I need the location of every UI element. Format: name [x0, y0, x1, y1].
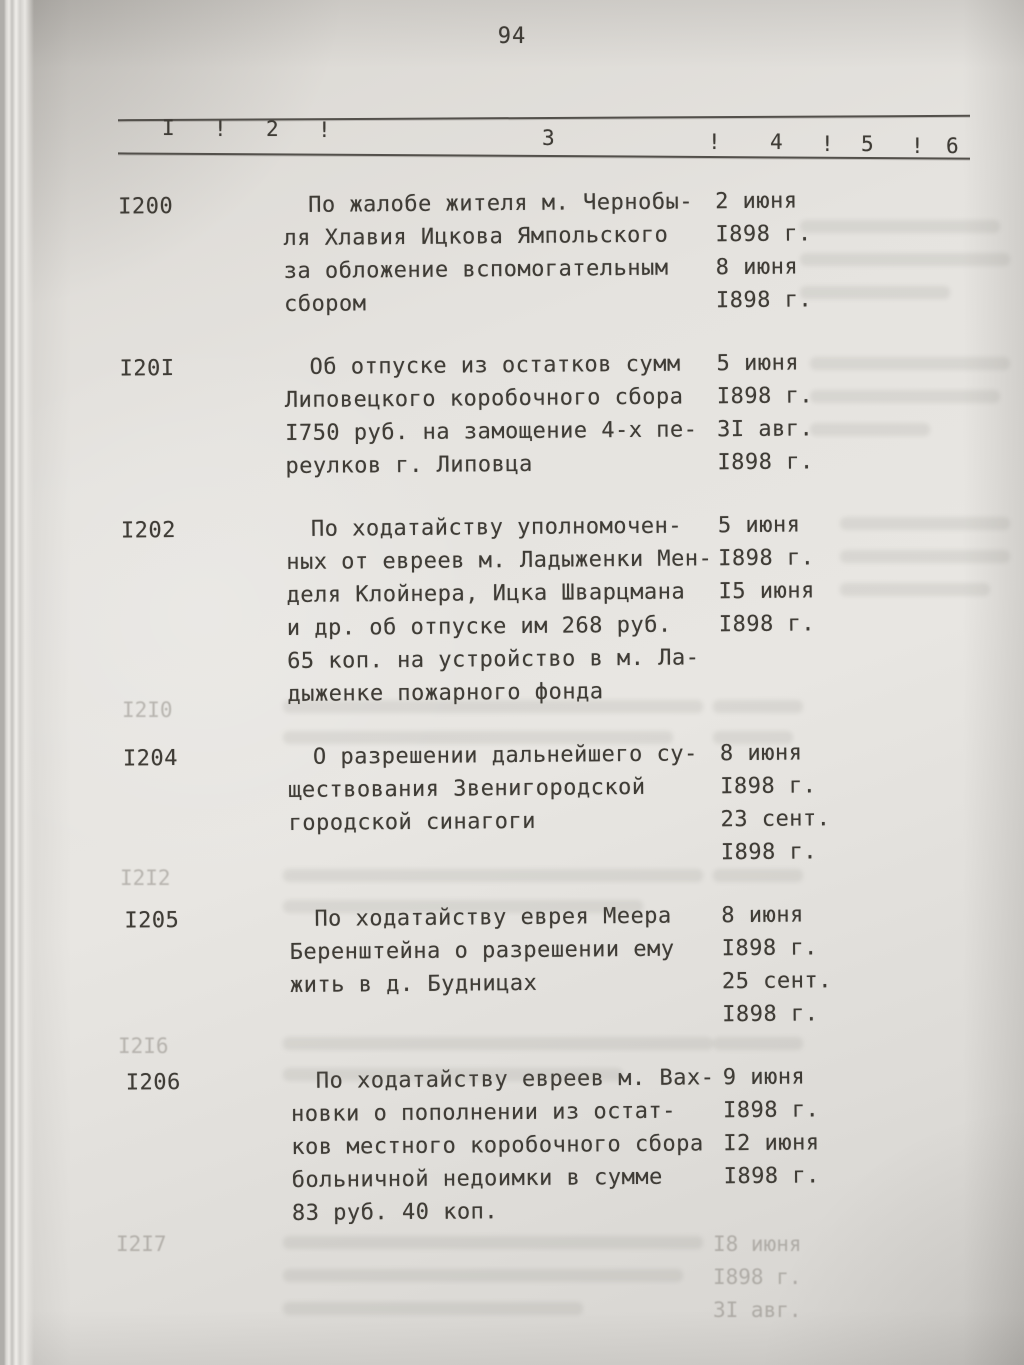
- entry-number: I20I: [119, 356, 175, 382]
- date-line: I898 г.: [722, 1097, 820, 1124]
- entry-dates: [721, 898, 882, 1031]
- register-entry: [118, 184, 879, 323]
- entry-description: [286, 509, 720, 711]
- entry-description: [291, 1061, 724, 1230]
- header-separator: !: [214, 117, 227, 141]
- register-entry: [121, 508, 883, 713]
- entry-number: I206: [125, 1069, 181, 1096]
- desc-line: ных от евреев м. Ладыженки Мен-: [286, 546, 713, 576]
- date-line: I898 г.: [723, 1163, 820, 1190]
- date-line: I898 г.: [715, 221, 812, 248]
- date-line: 5 июня: [717, 512, 801, 539]
- header-col-2: 2: [266, 117, 279, 141]
- desc-line: городской синагоги: [288, 808, 537, 837]
- desc-line: ля Хлавия Ицкова Ямпольского: [283, 222, 669, 252]
- desc-line: 65 коп. на устройство в м. Ла-: [287, 645, 700, 675]
- page-stack-edge: [0, 0, 34, 1365]
- register-entry: [119, 346, 880, 485]
- entry-description: [288, 737, 721, 873]
- entries-list: [118, 184, 887, 1262]
- date-line: 8 июня: [719, 740, 803, 767]
- entry-number: I204: [122, 745, 179, 772]
- date-line: I2 июня: [723, 1130, 820, 1157]
- desc-line: деля Клойнера, Ицка Шварцмана: [286, 579, 686, 609]
- date-line: I5 июня: [718, 578, 815, 605]
- entry-number: I205: [124, 907, 180, 934]
- entry-number: I202: [120, 517, 177, 544]
- table-header: [118, 104, 970, 168]
- ghost-entry-number: I2I2: [120, 866, 171, 890]
- date-line: 3I авг.: [717, 416, 814, 443]
- bleed-through-smudge: [283, 1302, 583, 1315]
- date-line: 5 июня: [716, 350, 800, 377]
- header-separator: !: [911, 134, 924, 158]
- desc-line: О разрешении дальнейшего су-: [312, 741, 698, 770]
- register-entry: [126, 1060, 887, 1232]
- date-line: I898 г.: [718, 545, 815, 572]
- desc-line: жить в д. Будницах: [289, 970, 538, 999]
- header-col-3: 3: [542, 126, 555, 150]
- entry-description: [289, 899, 722, 1035]
- header-rule-bottom: [118, 152, 970, 159]
- ghost-entry-number: I2I6: [118, 1034, 169, 1058]
- desc-line: ществования Звенигородской: [288, 774, 646, 804]
- ghost-date-fragment: 3I авг.: [713, 1298, 802, 1322]
- desc-line: сбором: [283, 291, 367, 318]
- ghost-entry-number: I2I7: [116, 1232, 167, 1256]
- register-entry: [124, 898, 885, 1037]
- header-col-1: I: [162, 116, 175, 140]
- date-line: 8 июня: [715, 254, 799, 281]
- header-col-4: 4: [770, 130, 783, 154]
- register-entry: [123, 736, 884, 875]
- date-line: I898 г.: [720, 839, 818, 866]
- date-line: I898 г.: [717, 449, 814, 476]
- desc-line: Беренштейна о разрешении ему: [289, 936, 675, 966]
- date-line: 9 июня: [722, 1064, 806, 1091]
- desc-line: больничной недоимки в сумме: [291, 1164, 663, 1194]
- entry-dates: [716, 346, 877, 479]
- header-col-6: 6: [946, 134, 959, 158]
- entry-number: I200: [118, 194, 174, 220]
- header-separator: !: [708, 130, 721, 154]
- desc-line: По ходатайству евреев м. Вах-: [315, 1065, 715, 1094]
- date-line: 2 июня: [715, 188, 798, 215]
- date-line: I898 г.: [721, 935, 818, 962]
- desc-line: I750 руб. на замощение 4-х пе-: [285, 417, 698, 447]
- desc-line: и др. об отпуске им 268 руб.: [286, 612, 672, 642]
- date-line: 25 сент.: [721, 968, 833, 995]
- header-rule-top: [118, 115, 970, 121]
- header-separator: !: [821, 132, 834, 156]
- entry-description: [283, 185, 716, 321]
- header-separator: !: [318, 118, 331, 142]
- desc-line: По ходатайству уполномочен-: [310, 513, 683, 542]
- bleed-through-smudge: [283, 1269, 683, 1282]
- entry-description: [284, 347, 717, 483]
- entry-dates: [720, 736, 881, 869]
- date-line: I898 г.: [716, 383, 814, 410]
- desc-line: Липовецкого коробочного сбора: [284, 384, 684, 414]
- desc-line: ков местного коробочного сбора: [291, 1131, 704, 1161]
- desc-line: за обложение вспомогательным: [283, 255, 669, 285]
- date-line: I898 г.: [722, 1001, 819, 1028]
- page-number: 94: [497, 24, 527, 49]
- ghost-date-fragment: I8 июня: [713, 1232, 802, 1256]
- date-line: I898 г.: [720, 773, 817, 800]
- header-col-5: 5: [861, 132, 874, 156]
- date-line: 8 июня: [721, 902, 804, 929]
- desc-line: реулков г. Липовца: [285, 451, 533, 480]
- desc-line: дыженке пожарного фонда: [287, 679, 604, 708]
- desc-line: новки о пополнении из остат-: [290, 1098, 677, 1128]
- ghost-date-fragment: I898 г.: [713, 1265, 802, 1289]
- ghost-entry-number: I2I0: [122, 698, 173, 722]
- date-line: I898 г.: [715, 287, 813, 314]
- entry-dates: [715, 184, 876, 317]
- desc-line: По жалобе жителя м. Чернобы-: [308, 189, 694, 218]
- desc-line: 83 руб. 40 коп.: [291, 1199, 499, 1227]
- desc-line: Об отпуске из остатков сумм: [309, 351, 681, 380]
- date-line: I898 г.: [718, 611, 816, 638]
- entry-dates: [723, 1060, 884, 1226]
- desc-line: По ходатайству еврея Меера: [314, 903, 672, 932]
- date-line: 23 сент.: [720, 806, 831, 833]
- entry-dates: [718, 508, 880, 707]
